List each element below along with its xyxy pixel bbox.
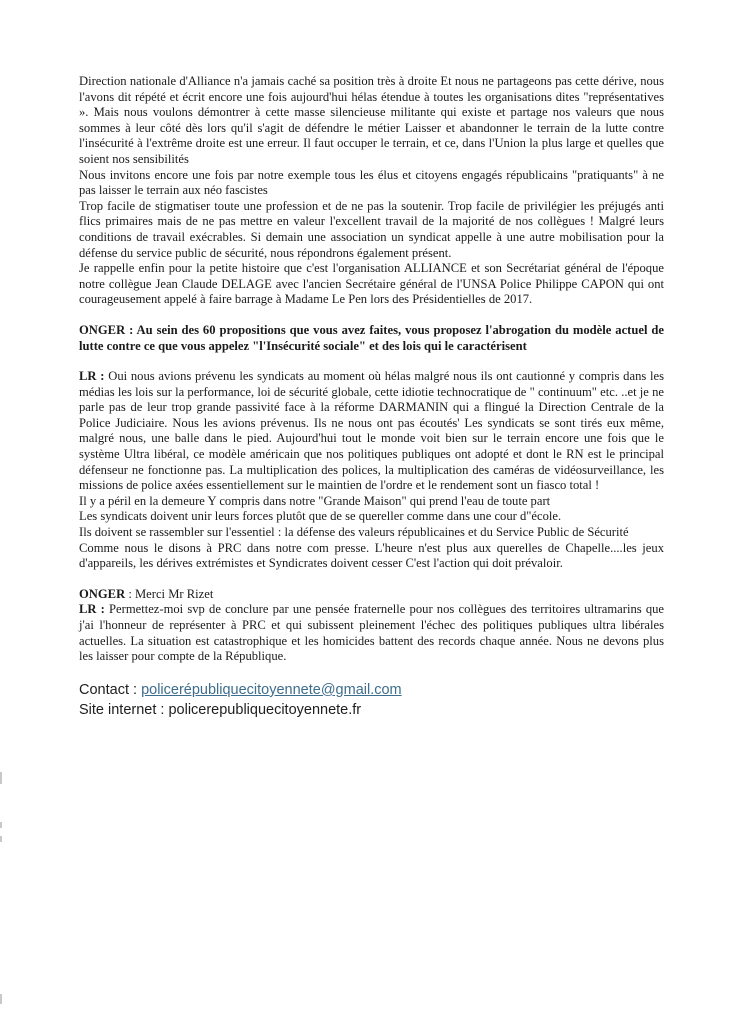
contact-email-link[interactable]: policerépubliquecitoyennete@gmail.com — [141, 681, 402, 698]
speaker-label: LR : — [79, 369, 105, 384]
closing-lr-text: Permettez-moi svp de conclure par une pensée fraternelle pour nos collègues des territoires ultramarins que j'ai l'honneur de représenter à PRC et qui subissent pleinement l'échec des politiques publiques ultra libérales actuelles. La situation est catastrophique et les homicides battent des records chaque année. Nous ne devons plus les laisser pour compte de la République. — [79, 602, 665, 664]
interview-question: ONGER : Au sein des 60 propositions que vous avez faites, vous proposez l'abrogation du modèle actuel de lutte contre ce que vous appelez "l'Insécurité sociale" et des lois qui le caractérisent — [79, 322, 664, 353]
intro-paragraph: Direction nationale d'Alliance n'a jamais caché sa position très à droite Et nous ne partageons pas cette dérive, nous l'avons dit répété et écrit encore une fois aujourd'hui hélas étendue à toutes les organisations dites "représentatives ». Mais nous voulons démontrer à cette masse silencieuse militante qui existe et partage nos valeurs que nous sommes à leur côté dès lors qu'il s'agit de défendre le métier Laisser et abandonner le terrain de la lutte contre l'insécurité à l'extrême droite est une erreur. Il faut occuper le terrain, et ce, dans l'Union la plus large et quelles que soient nos sensibilités — [79, 74, 664, 166]
contact-block — [79, 680, 664, 720]
website-line — [79, 700, 664, 720]
contact-line — [79, 680, 664, 700]
answer-paragraph: Il y a péril en la demeure Y compris dans notre "Grande Maison" qui prend l'eau de toute part — [79, 493, 551, 508]
scan-edge-mark — [0, 836, 2, 842]
document-page — [79, 74, 664, 720]
speaker-label: LR : — [79, 602, 105, 617]
closing-onger-text: : Merci Mr Rizet — [125, 586, 214, 601]
answer-text: Oui nous avions prévenu les syndicats au moment où hélas malgré nous ils ont cautionné y compris dans les médias les lois sur la performance, loi de sécurité globale, cette idiotie technocratique de " continuum" etc. ..et je ne parle pas de leur trop grande passivité face à la réforme DARMANIN qui a flingué la Direction Centrale de la Police Judiciaire. Nous les avions prévenus. Ils ne nous ont pas écoutés' Les syndicats se sont tirés eux même, malgré nous, une balle dans le pied. Aujourd'hui tout le monde voit bien sur le terrain encore une fois que le système Ultra libéral, ce modèle américain que nos politiques publiques ont adopté et dont le RN est le principal défenseur ne fonctionne pas. La multiplication des polices, la multiplication des caméras de vidéosurveillance, les missions de police axées essentiellement sur le maintien de l'ordre et le rendement sont un fiasco total ! — [79, 369, 665, 493]
website-text: policerepubliquecitoyennete.fr — [168, 701, 362, 718]
spacer — [79, 572, 664, 587]
speaker-label: ONGER — [79, 586, 126, 601]
intro-paragraph: Je rappelle enfin pour la petite histoire que c'est l'organisation ALLIANCE et son Secrétariat général de l'époque notre collègue Jean Claude DELAGE avec l'ancien Secrétaire général de l'UNSA Police Philippe CAPON qui ont courageusement appelé à faire barrage à Madame Le Pen lors des Présidentielles de 2017. — [79, 261, 664, 307]
scan-edge-mark — [0, 772, 2, 784]
answer-paragraph — [79, 369, 664, 494]
answer-paragraph: Les syndicats doivent unir leurs forces plutôt que de se quereller comme dans une cour d"école. — [79, 509, 562, 524]
intro-paragraph: Trop facile de stigmatiser toute une profession et de ne pas la soutenir. Trop facile de privilégier les préjugés anti flics primaires mais de ne pas mettre en valeur l'excellent travail de la majorité de nos collègues ! Malgré leurs conditions de travail exécrables. Si demain une association un syndicat appelle à une autre mobilisation pour la défense du service public de sécurité, nous répondrons également présent. — [79, 198, 664, 260]
closing-onger — [79, 587, 664, 603]
intro-paragraph: Nous invitons encore une fois par notre exemple tous les élus et citoyens engagés républicains "pratiquants" à ne pas laisser le terrain aux néo fascistes — [79, 167, 664, 198]
scan-edge-mark — [0, 994, 2, 1004]
closing-lr — [79, 602, 664, 664]
spacer — [79, 308, 664, 323]
scan-edge-mark — [0, 822, 2, 828]
spacer — [79, 354, 664, 369]
answer-paragraph: Comme nous le disons à PRC dans notre com presse. L'heure n'est plus aux querelles de Chapelle....les jeux d'appareils, les dérives extrémistes et Syndicrates doivent cesser C'est l'action qui doit prévaloir. — [79, 540, 664, 571]
contact-label: Contact : — [79, 681, 142, 698]
website-label: Site internet : — [79, 701, 169, 718]
answer-paragraph: Ils doivent se rassembler sur l'essentiel : la défense des valeurs républicaines et du Service Public de Sécurité — [79, 525, 629, 540]
